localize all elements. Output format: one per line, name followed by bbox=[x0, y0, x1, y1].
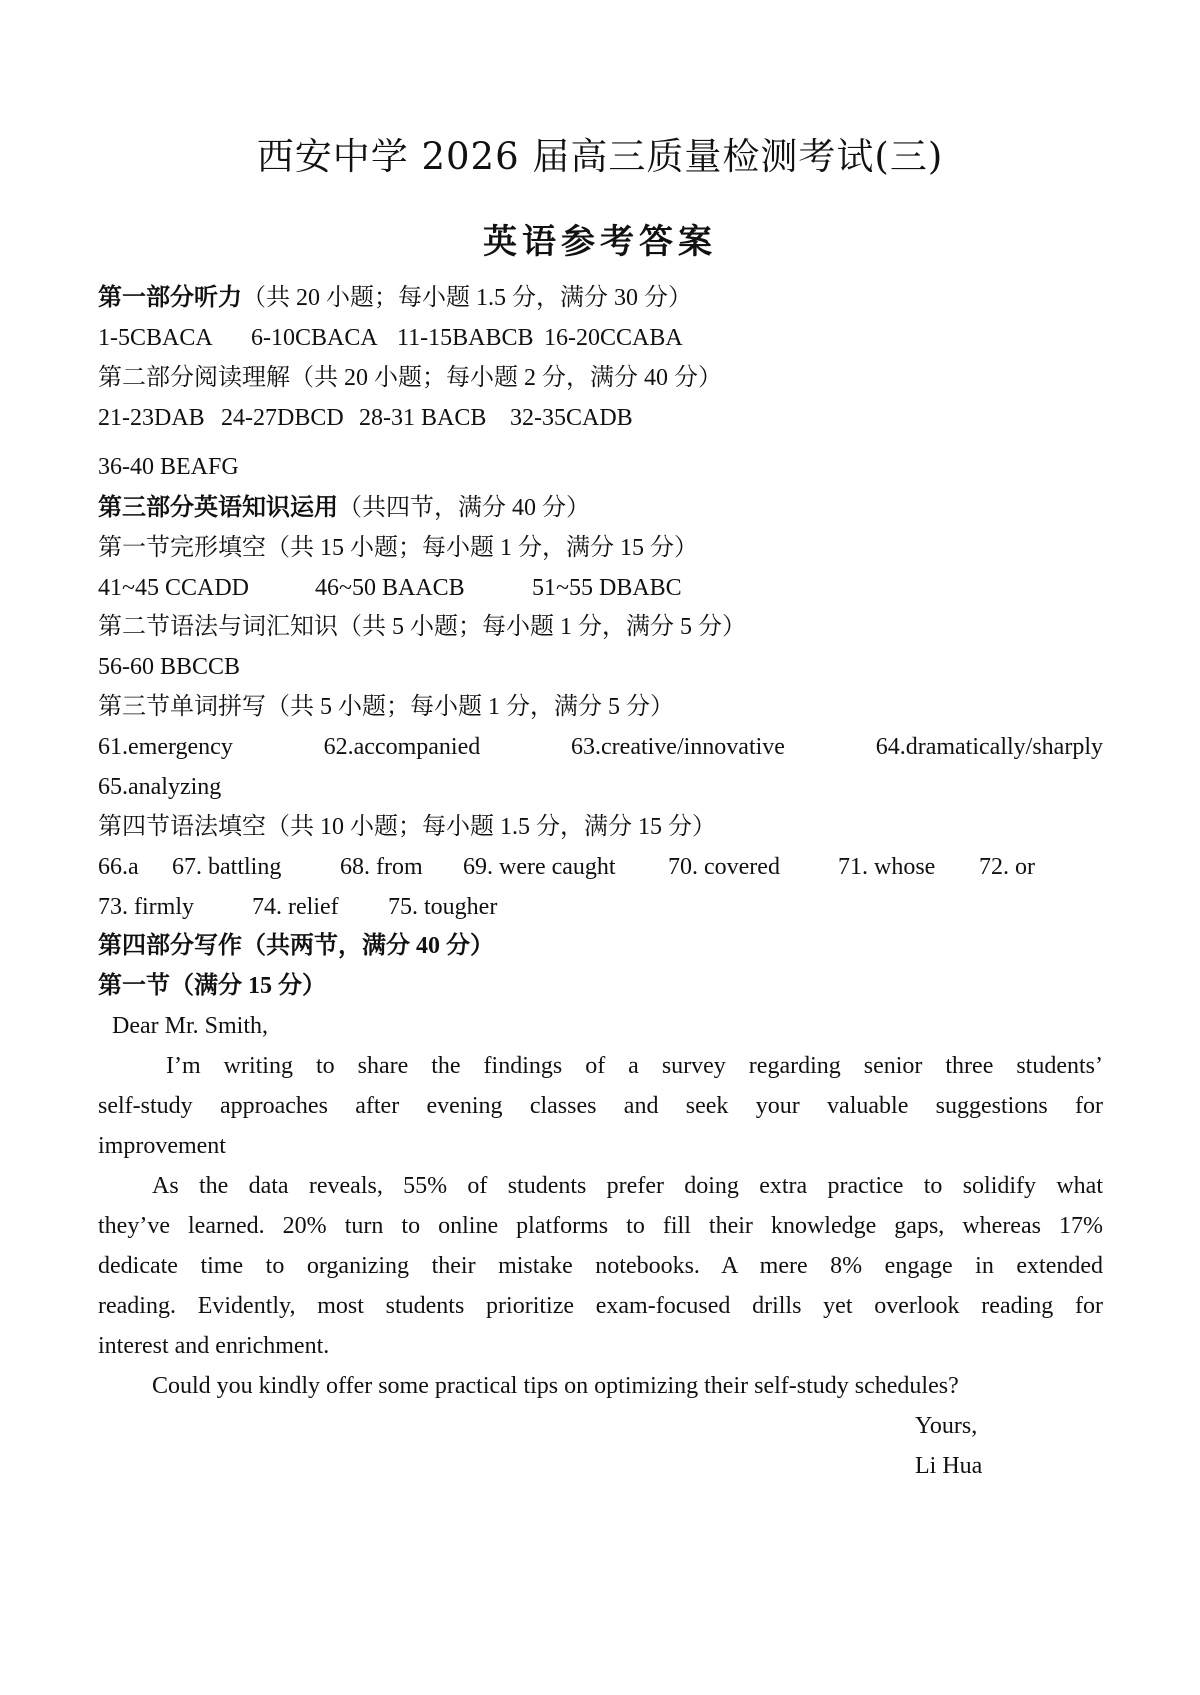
answer-group: 24-27DBCD bbox=[221, 405, 344, 431]
letter-signature: Li Hua bbox=[915, 1453, 983, 1479]
part3-section4-heading: 第四节语法填空（共 10 小题；每小题 1.5 分，满分 15 分） bbox=[98, 814, 716, 840]
letter-salutation: Dear Mr. Smith, bbox=[112, 1013, 268, 1039]
part3-section3-answers-row2: 65.analyzing bbox=[98, 774, 222, 800]
part3-section1-heading: 第一节完形填空（共 15 小题；每小题 1 分，满分 15 分） bbox=[98, 535, 698, 561]
letter-p2-line: dedicate time to organizing their mistake notebooks. A mere 8% engage in extended bbox=[98, 1253, 1103, 1279]
letter-p2-line: As the data reveals, 55% of students prefer doing extra practice to solidify what bbox=[152, 1173, 1103, 1199]
part2-heading: 第二部分阅读理解（共 20 小题；每小题 2 分，满分 40 分） bbox=[98, 365, 722, 391]
part3-section3-answers-row1 bbox=[98, 732, 1103, 762]
answer-group: 41~45 CCADD bbox=[98, 575, 249, 601]
part4-heading: 第四部分写作（共两节，满分 40 分） bbox=[98, 933, 494, 959]
part1-answers bbox=[98, 323, 1103, 353]
part3-section4-answers-row1 bbox=[98, 852, 1103, 882]
page-title: 西安中学 2026 届高三质量检测考试(三) bbox=[256, 135, 944, 178]
part3-heading-line bbox=[98, 493, 1103, 523]
answer-group: 46~50 BAACB bbox=[315, 575, 465, 601]
answer-item: 74. relief bbox=[252, 894, 339, 920]
answer-group: 1-5CBACA bbox=[98, 325, 213, 351]
answer-group: 51~55 DBABC bbox=[532, 575, 682, 601]
part3-heading: 第三部分英语知识运用 bbox=[98, 495, 338, 521]
answer-item: 64.dramatically/sharply bbox=[875, 734, 1103, 760]
part3-section1-answers bbox=[98, 573, 1103, 603]
letter-p2-line: interest and enrichment. bbox=[98, 1333, 330, 1359]
part3-section4-answers-row2 bbox=[98, 892, 1103, 922]
letter-p1-line: self-study approaches after evening classes and seek your valuable suggestions for bbox=[98, 1093, 1103, 1119]
answer-group: 11-15BABCB bbox=[397, 325, 534, 351]
letter-p2-line: they’ve learned. 20% turn to online platforms to fill their knowledge gaps, whereas 17% bbox=[98, 1213, 1103, 1239]
part1-note: （共 20 小题；每小题 1.5 分，满分 30 分） bbox=[242, 285, 692, 311]
letter-p3: Could you kindly offer some practical tips on optimizing their self-study schedules? bbox=[152, 1373, 959, 1399]
answer-group: 21-23DAB bbox=[98, 405, 205, 431]
answer-item: 66.a bbox=[98, 854, 139, 880]
answer-item: 63.creative/innovative bbox=[571, 734, 785, 760]
answer-item: 69. were caught bbox=[463, 854, 616, 880]
part3-section3-heading: 第三节单词拼写（共 5 小题；每小题 1 分，满分 5 分） bbox=[98, 694, 674, 720]
part3-section2-answers: 56-60 BBCCB bbox=[98, 654, 241, 680]
part1-heading: 第一部分听力 bbox=[98, 285, 242, 311]
part3-section2-heading: 第二节语法与词汇知识（共 5 小题；每小题 1 分，满分 5 分） bbox=[98, 614, 746, 640]
part4-section1-heading: 第一节（满分 15 分） bbox=[98, 973, 326, 999]
answer-item: 72. or bbox=[979, 854, 1035, 880]
part3-note: （共四节，满分 40 分） bbox=[338, 495, 590, 521]
part2-answers-row1 bbox=[98, 403, 1103, 433]
page-subtitle: 英语参考答案 bbox=[483, 222, 717, 262]
answer-item: 62.accompanied bbox=[323, 734, 481, 760]
answer-group: 28-31 BACB bbox=[359, 405, 487, 431]
answer-group: 16-20CCABA bbox=[544, 325, 683, 351]
letter-closing: Yours, bbox=[915, 1413, 978, 1439]
answer-item: 70. covered bbox=[668, 854, 780, 880]
answer-item: 61.emergency bbox=[98, 734, 233, 760]
answer-group: 6-10CBACA bbox=[251, 325, 378, 351]
letter-p2-line: reading. Evidently, most students prioritize exam-focused drills yet overlook reading for bbox=[98, 1293, 1103, 1319]
part2-answers-row2: 36-40 BEAFG bbox=[98, 454, 239, 480]
part1-heading-line bbox=[98, 283, 1103, 313]
answer-item: 68. from bbox=[340, 854, 423, 880]
letter-p1-line: I’m writing to share the findings of a survey regarding senior three students’ bbox=[166, 1053, 1103, 1079]
answer-item: 75. tougher bbox=[388, 894, 498, 920]
answer-item: 67. battling bbox=[172, 854, 282, 880]
answer-item: 71. whose bbox=[838, 854, 936, 880]
answer-item: 73. firmly bbox=[98, 894, 194, 920]
letter-p1-line: improvement bbox=[98, 1133, 226, 1159]
answer-group: 32-35CADB bbox=[510, 405, 633, 431]
